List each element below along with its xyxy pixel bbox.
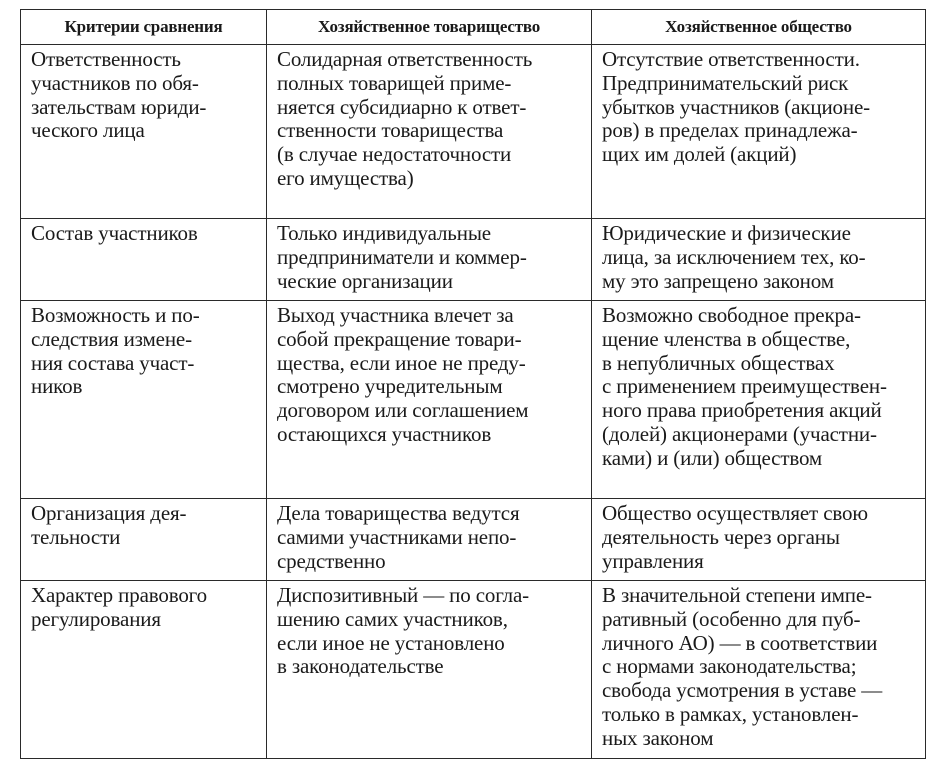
cell-partnership: [267, 45, 592, 219]
cell-text: Выход участника влечет за собой прекращение товари- щества, если иное не преду- смотрено учредительным договором или соглашением остающихся участников: [277, 303, 529, 446]
cell-text: В значительной степени импе- ративный (особенно для пуб- личного АО) — в соответствии с нормами законодательства; свобода усмотрения в уставе — только в рамках, установлен- ных законом: [602, 583, 883, 750]
cell-partnership: [267, 219, 592, 301]
cell-text: Отсутствие ответственности. Предпринимательский риск убытков участников (акционе- ров) в пределах принадлежа- щих им долей (акций): [602, 47, 871, 167]
cell-criteria: [21, 581, 267, 759]
cell-text: Возможно свободное прекра- щение членства в обществе, в непубличных обществах с применением преимуществен- ного права приобретения акций (долей) акционерами (участни- ками) и (или) обществом: [602, 303, 887, 470]
cell-company: [592, 45, 926, 219]
cell-partnership: [267, 499, 592, 581]
table-row: [21, 581, 926, 759]
cell-text: Юридические и физические лица, за исключением тех, ко- му это запрещено законом: [602, 221, 866, 293]
table-row: [21, 499, 926, 581]
cell-criteria: [21, 499, 267, 581]
cell-criteria: [21, 45, 267, 219]
table-row: [21, 45, 926, 219]
cell-text: Только индивидуальные предприниматели и коммер- ческие организации: [277, 221, 527, 293]
table-row: [21, 301, 926, 499]
cell-text: Диспозитивный — по согла- шению самих участников, если иное не установлено в законодательстве: [277, 583, 529, 679]
cell-text: Дела товарищества ведутся самими участниками непо- средственно: [277, 501, 520, 573]
cell-text: Состав участников: [31, 221, 198, 245]
cell-text: Солидарная ответственность полных товарищей приме- няется субсидиарно к ответ- ственности товарищества (в случае недостаточности его имущества): [277, 47, 533, 190]
cell-company: [592, 219, 926, 301]
cell-company: [592, 499, 926, 581]
cell-company: [592, 301, 926, 499]
cell-text: Организация дея- тельности: [31, 501, 187, 549]
comparison-table-container: [20, 9, 925, 759]
header-criteria: Критерии сравнения: [21, 10, 267, 45]
cell-company: [592, 581, 926, 759]
cell-text: Ответственность участников по обя- зательствам юриди- ческого лица: [31, 47, 207, 143]
header-company: Хозяйственное общество: [592, 10, 926, 45]
cell-criteria: [21, 219, 267, 301]
table-row: [21, 219, 926, 301]
cell-text: Характер правового регулирования: [31, 583, 207, 631]
table-header-row: [21, 10, 926, 45]
cell-partnership: [267, 581, 592, 759]
cell-partnership: [267, 301, 592, 499]
header-partnership: Хозяйственное товарищество: [267, 10, 592, 45]
comparison-table: [20, 9, 926, 759]
cell-text: Возможность и по- следствия измене- ния состава участ- ников: [31, 303, 200, 399]
cell-criteria: [21, 301, 267, 499]
cell-text: Общество осуществляет свою деятельность через органы управления: [602, 501, 868, 573]
